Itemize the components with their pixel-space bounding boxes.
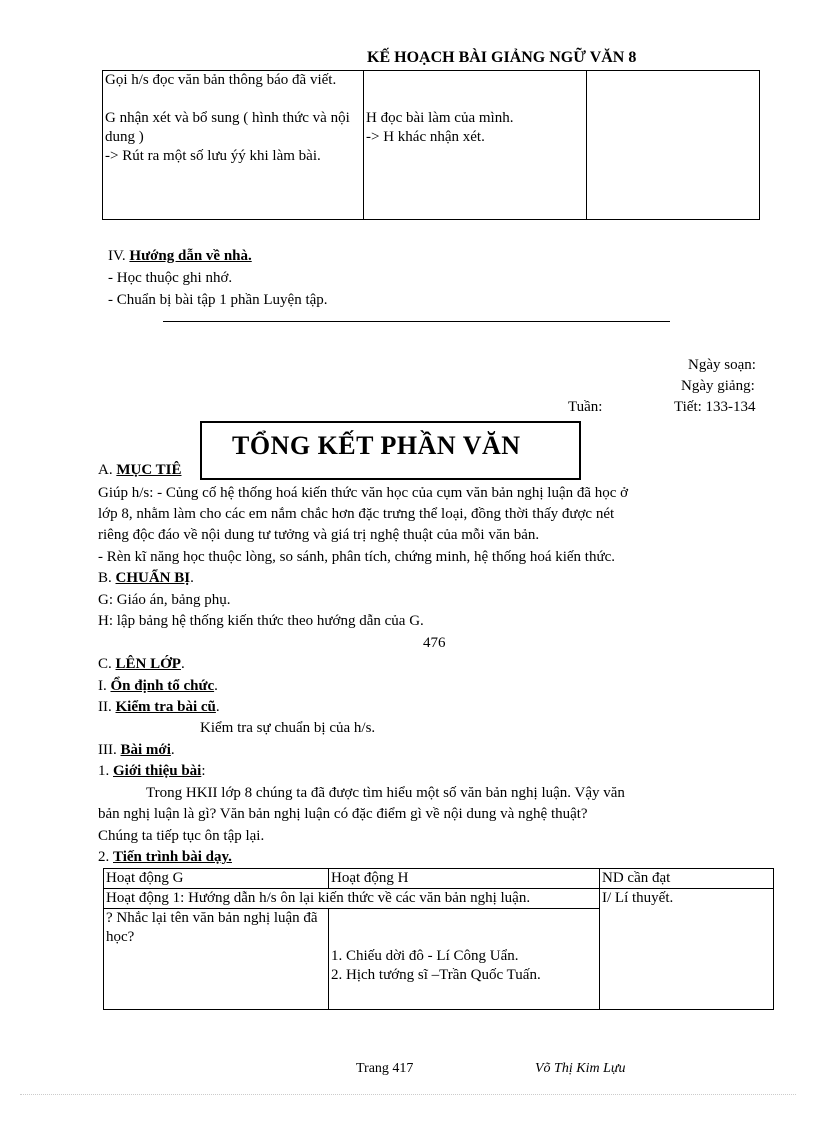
table2-header: ND cần đạt — [600, 869, 774, 889]
table2-answer-cell — [329, 909, 600, 1010]
document-header-title: KẾ HOẠCH BÀI GIẢNG NGỮ VĂN 8 — [367, 49, 637, 66]
table1-col2-line: -> H khác nhận xét. — [366, 129, 485, 145]
partA-line: Giúp h/s: - Củng cố hệ thống hoá kiến thức văn học của cụm văn bản nghị luận đã học ở — [98, 485, 629, 501]
intro-line: Trong HKII lớp 8 chúng ta đã được tìm hiểu một số văn bản nghị luận. Vậy văn — [146, 785, 625, 801]
table1-col1-line: -> Rút ra một số lưu ýý khi làm bài. — [105, 148, 321, 164]
intro-line: Chúng ta tiếp tục ôn tập lại. — [98, 828, 265, 844]
ngay-soan: Ngày soạn: — [688, 357, 756, 373]
table2-nd-cell: I/ Lí thuyết. — [600, 889, 774, 1010]
partC-i-line: I. Ổn định tổ chức. — [98, 678, 218, 694]
table1-col1-line: Gọi h/s đọc văn bản thông báo đã viết. — [105, 72, 337, 88]
footer-author: Võ Thị Kim Lựu — [535, 1061, 626, 1076]
table1-col1 — [103, 71, 364, 220]
table2-header: Hoạt động G — [104, 869, 329, 889]
partC-i-heading: Ổn định tổ chức — [110, 678, 215, 694]
inner-page-number: 476 — [423, 635, 446, 651]
footer-page: Trang 417 — [356, 1061, 414, 1076]
table2-header: Hoạt động H — [329, 869, 600, 889]
tuan: Tuần: — [568, 399, 603, 415]
partC-ii-heading: Kiểm tra bài cũ — [115, 699, 216, 715]
table2-activity-row: Hoạt động 1: Hướng dẫn h/s ôn lại kiến thức về các văn bản nghị luận. — [104, 889, 600, 909]
activity-table-1 — [102, 70, 760, 220]
ngay-giang: Ngày giảng: — [681, 378, 755, 394]
table1-col2 — [364, 71, 587, 220]
partC-iii-heading: Bài mới — [120, 742, 171, 758]
partC-s2-line: 2. Tiến trình bài dạy. — [98, 849, 232, 865]
partC-ii-line: II. Kiểm tra bài cũ. — [98, 699, 220, 715]
partB-line: G: Giáo án, bảng phụ. — [98, 592, 231, 608]
partA-line: riêng độc đáo về nội dung tư tưởng và giá trị nghệ thuật của mỗi văn bản. — [98, 527, 540, 543]
table1-col1-line: G nhận xét và bổ sung ( hình thức và nội dung ) — [105, 110, 350, 145]
partA-heading-line: A. MỤC TIÊ — [98, 462, 182, 478]
activity-table-2 — [103, 868, 774, 1010]
partC-heading: LÊN LỚP — [115, 656, 181, 672]
lesson-title-box — [200, 421, 581, 480]
partC-s1-line: 1. Giới thiệu bài: — [98, 763, 206, 779]
intro-line: bản nghị luận là gì? Văn bản nghị luận có đặc điểm gì về nội dung và nghệ thuật? — [98, 806, 588, 822]
separator-line — [163, 321, 670, 322]
partC-iii-line: III. Bài mới. — [98, 742, 175, 758]
table1-col2-line: H đọc bài làm của mình. — [366, 110, 514, 126]
partA-heading: MỤC TIÊ — [116, 462, 182, 478]
tiet: Tiết: 133-134 — [674, 399, 756, 415]
partB-heading-line: B. CHUẨN BỊ. — [98, 570, 194, 586]
page-bottom-dotted-line — [20, 1094, 796, 1095]
table2-answer: 1. Chiếu dời đô - Lí Công Uẩn. — [331, 948, 519, 964]
partC-s2-heading: Tiến trình bài dạy. — [113, 849, 232, 865]
partB-heading: CHUẨN BỊ — [115, 570, 191, 586]
section4-item: - Học thuộc ghi nhớ. — [108, 270, 233, 286]
partA-line: - Rèn kĩ năng học thuộc lòng, so sánh, phân tích, chứng minh, hệ thống hoá kiến thức. — [98, 549, 616, 565]
table1-col3 — [587, 71, 760, 220]
section4-item: - Chuẩn bị bài tập 1 phần Luyện tập. — [108, 292, 328, 308]
partA-line: lớp 8, nhằm làm cho các em nắm chắc hơn đặc trưng thể loại, đồng thời thấy được nét — [98, 506, 615, 522]
partC-heading-line: C. LÊN LỚP. — [98, 656, 185, 672]
section4-heading-line: IV. Hướng dẫn về nhà. — [108, 248, 252, 264]
partC-s1-heading: Giới thiệu bài — [113, 763, 202, 779]
partB-line: H: lập bảng hệ thống kiến thức theo hướng dẫn của G. — [98, 613, 424, 629]
table2-answer: 2. Hịch tướng sĩ –Trần Quốc Tuấn. — [331, 967, 541, 983]
lesson-title: TỔNG KẾT PHẦN VĂN — [232, 431, 521, 460]
section4-heading: Hướng dẫn về nhà. — [129, 248, 252, 264]
table2-question-cell: ? Nhắc lại tên văn bản nghị luận đã học? — [104, 909, 329, 1010]
partC-ii-text: Kiểm tra sự chuẩn bị của h/s. — [200, 720, 376, 736]
